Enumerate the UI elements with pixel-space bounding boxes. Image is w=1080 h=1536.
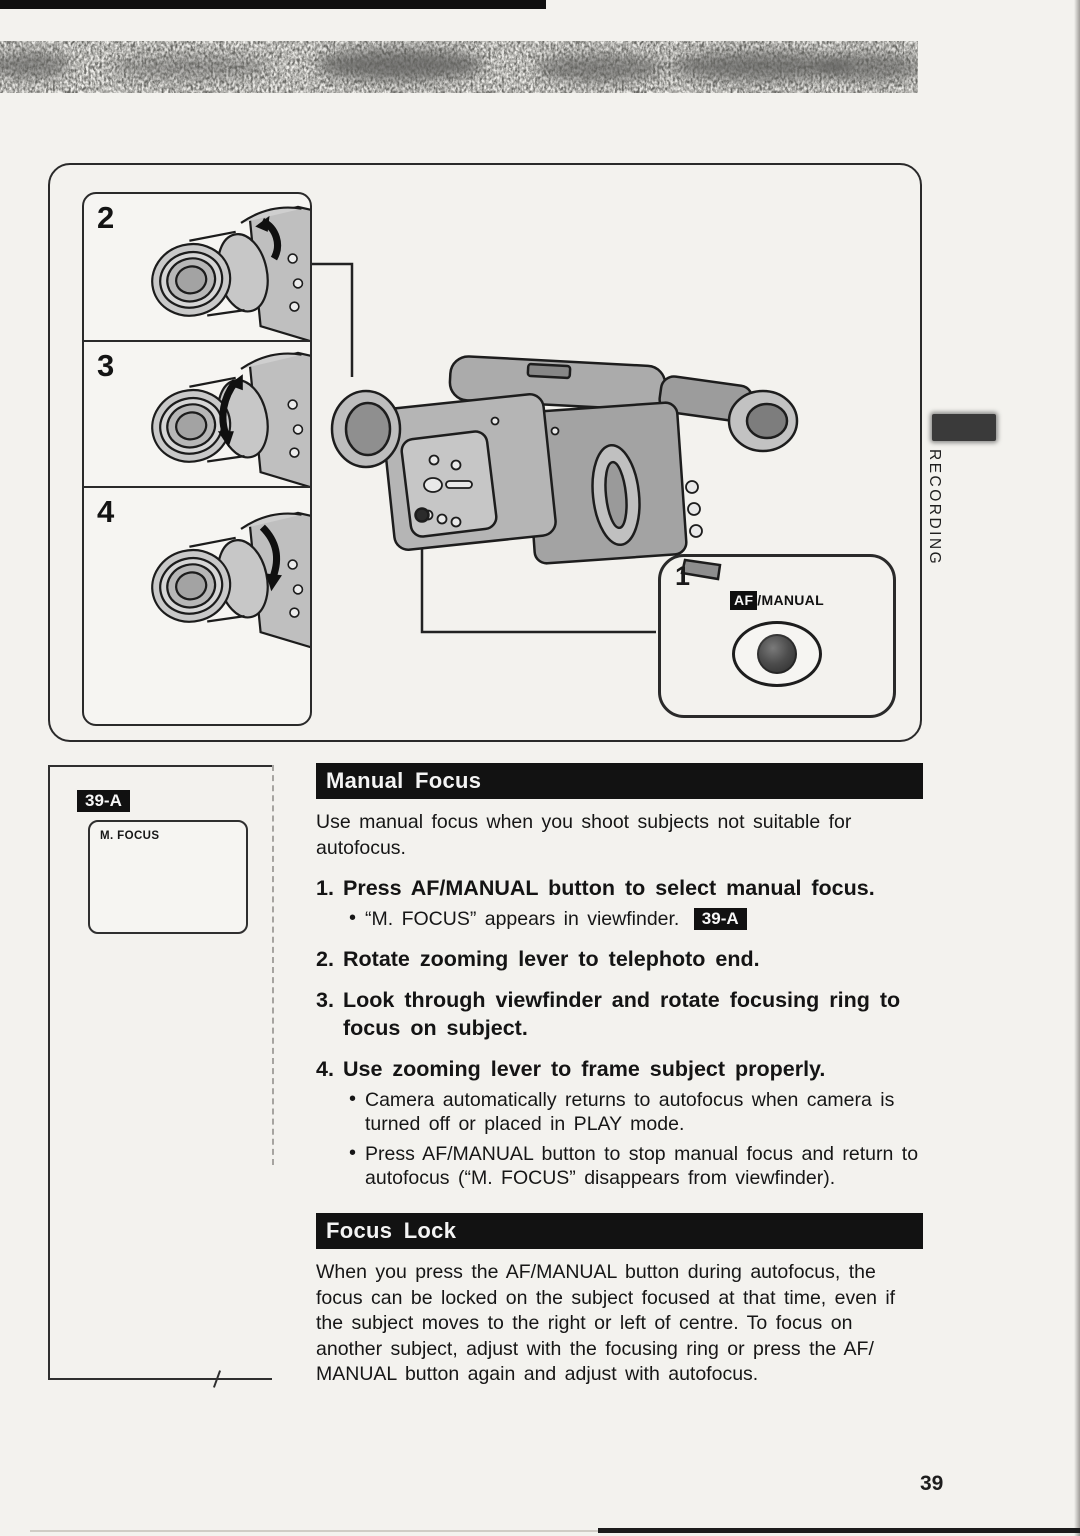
scan-edge-shadow — [1074, 0, 1080, 1536]
figure-ref-chip: 39-A — [77, 790, 130, 812]
panel-step-2-number: 2 — [97, 200, 115, 235]
scan-smudge-block — [932, 414, 996, 441]
section-title-bar: Focus Lock — [316, 1213, 923, 1249]
figure-ref-chip: 39-A — [694, 908, 747, 930]
panel-step-4 — [84, 488, 310, 724]
lens-rotation-illustration — [136, 342, 310, 488]
sidebar-section-label: RECORDING — [926, 449, 943, 567]
step-text: Rotate zooming lever to telephoto end. — [343, 946, 760, 971]
viewfinder-display-box — [88, 820, 248, 934]
step-2 — [316, 945, 921, 973]
callout-number: 1 — [675, 561, 691, 591]
panel-step-3 — [84, 342, 310, 488]
step-4-note: • Press AF/MANUAL button to stop manual focus and return to autofocus (“M. FOCUS” disappears from viewfinder). — [343, 1142, 945, 1191]
manual-label: /MANUAL — [757, 592, 824, 608]
scan-bottom-faint-line — [30, 1530, 598, 1532]
step-number: 2. — [316, 946, 334, 971]
step-number: 1. — [316, 876, 334, 900]
af-manual-label — [661, 591, 893, 610]
step-4 — [316, 1055, 921, 1191]
af-manual-callout-box — [658, 554, 896, 718]
reference-box-border-bottom — [48, 1378, 272, 1380]
viewfinder-display-text: M. FOCUS — [100, 830, 160, 842]
panel-step-3-number: 3 — [97, 348, 115, 383]
lens-steps-panel — [82, 192, 312, 726]
reference-box-border-left — [48, 765, 50, 1380]
section-manual-focus — [316, 763, 923, 1191]
figure-box — [48, 163, 922, 742]
step-number: 3. — [316, 987, 334, 1012]
camcorder-illustration — [330, 335, 810, 585]
scan-smudge-band — [0, 41, 918, 93]
af-manual-button-illustration — [732, 621, 822, 687]
section-title-bar: Manual Focus — [316, 763, 923, 799]
lens-rotation-illustration — [136, 502, 310, 652]
step-4-note: • Camera automatically returns to autofocus when camera is turned off or placed in PLAY mode. — [343, 1088, 945, 1137]
step-3 — [316, 986, 921, 1042]
step-1-note — [343, 907, 945, 932]
scan-bottom-line — [598, 1528, 1080, 1533]
panel-step-4-number: 4 — [97, 494, 115, 529]
step-1 — [316, 874, 921, 932]
steps-list — [316, 874, 923, 1191]
section-body: When you press the AF/MANUAL button during autofocus, the focus can be locked on the subject focused at that time, even if the subject moves to the right or left of centre. To focus on another subject, adjust with the focusing ring or press the AF/ MANUAL button again and adjust with autofocus. — [316, 1261, 896, 1385]
panel-step-2 — [84, 194, 310, 342]
step-text: Use zooming lever to frame subject properly. — [343, 1056, 826, 1081]
page-number: 39 — [920, 1472, 944, 1495]
section-intro: Use manual focus when you shoot subjects not suitable for autofocus. — [316, 811, 852, 859]
af-manual-button-cap — [757, 634, 797, 674]
af-chip: AF — [730, 591, 757, 610]
scan-top-bar — [0, 0, 546, 9]
lens-rotation-illustration — [136, 196, 310, 342]
note-text: “M. FOCUS” appears in viewfinder. — [365, 908, 680, 930]
step-number: 4. — [316, 1056, 334, 1081]
reference-box-border-top — [48, 765, 272, 767]
step-text: Look through viewfinder and rotate focusing ring to focus on subject. — [343, 987, 901, 1040]
step-text: Press AF/MANUAL button to select manual focus. — [343, 876, 875, 900]
column-divider-dashed — [272, 765, 274, 1165]
section-focus-lock — [316, 1213, 923, 1388]
